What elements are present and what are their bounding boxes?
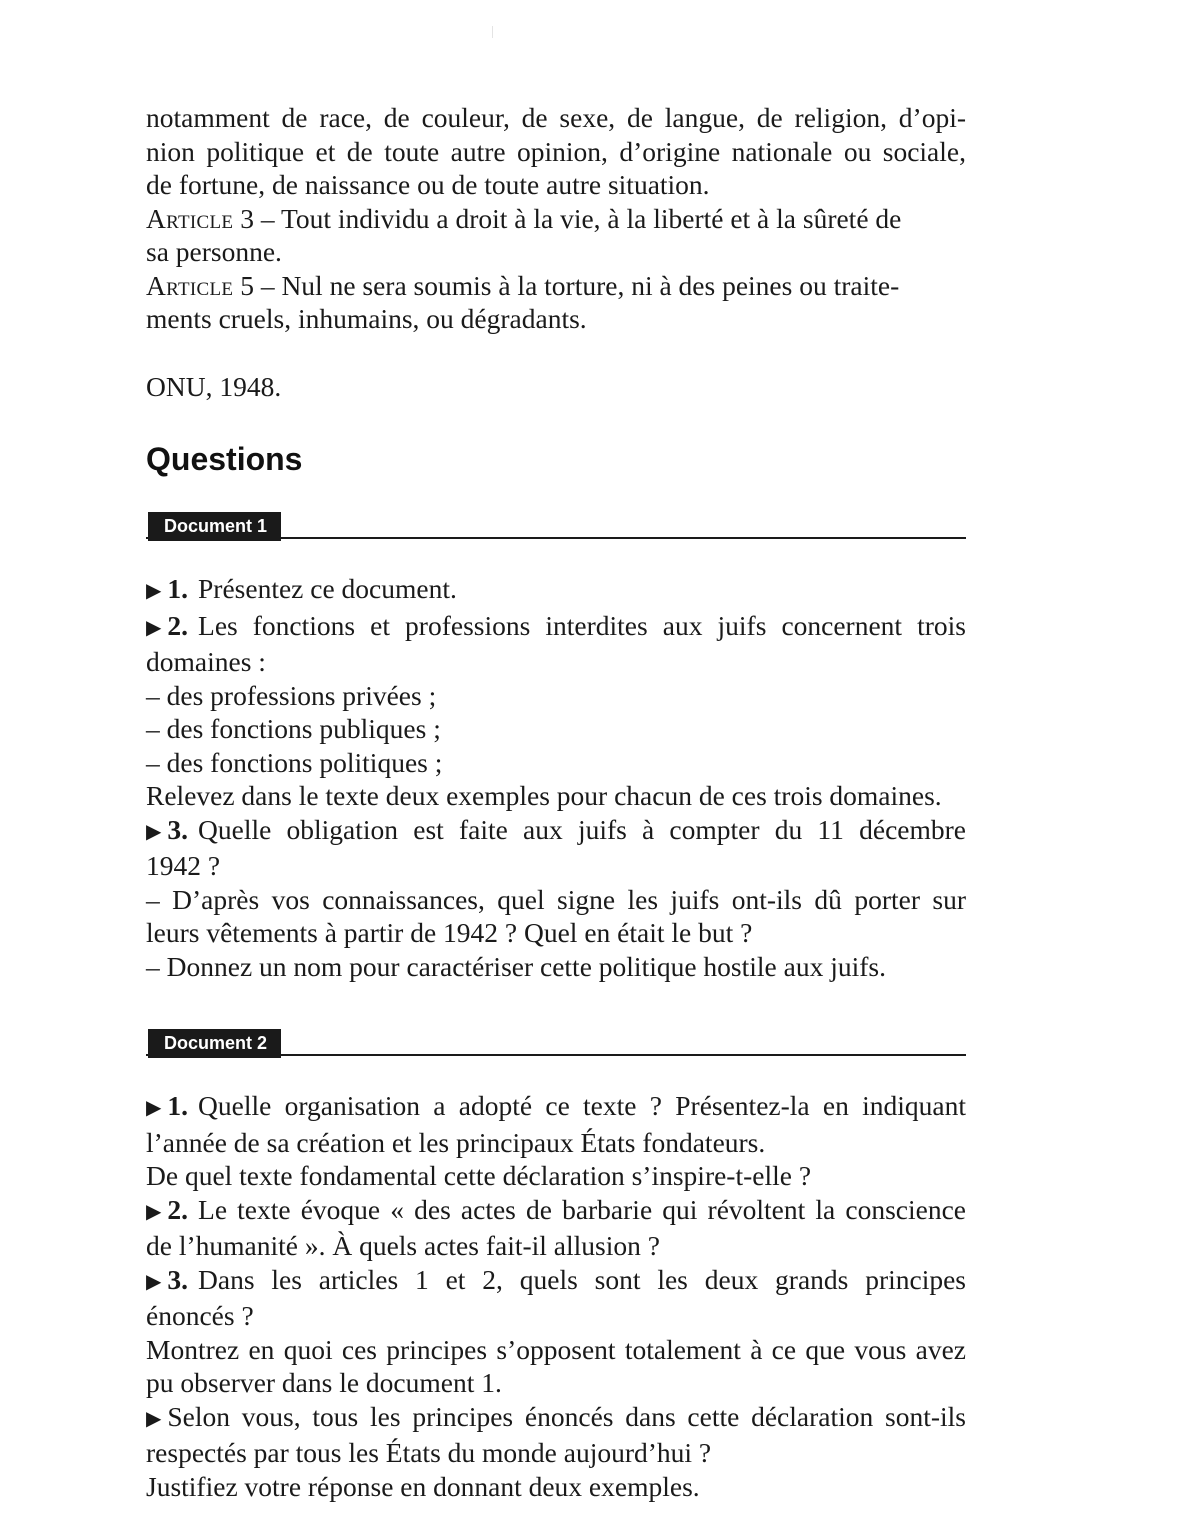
doc2-question-1 [146, 1089, 966, 1193]
sub-question: – Donnez un nom pour caractériser cette politique hostile aux juifs. [146, 950, 886, 982]
question-number: 3. [167, 1263, 189, 1295]
article-3-continued: sa personne. [146, 236, 282, 267]
question-text: Dans les articles 1 et 2, quels sont les deux grands principes [198, 1263, 966, 1295]
question-text: Quelle organisation a adopté ce texte ? Présentez-la en indiquant [198, 1090, 966, 1121]
excerpt-line: de fortune, de naissance ou de toute autre situation. [146, 169, 710, 200]
article-5-continued: ments cruels, inhumains, ou dégradants. [146, 303, 587, 334]
question-text: De quel texte fondamental cette déclaration s’inspire-t-elle ? [146, 1160, 812, 1191]
question-text: énoncés ? [146, 1300, 254, 1331]
triangle-bullet-icon: ▶ [146, 1200, 162, 1223]
article-text: – Tout individu a droit à la vie, à la liberté et à la sûreté de [253, 202, 902, 234]
question-text: 1942 ? [146, 850, 221, 881]
question-text: Les fonctions et professions interdites aux juifs concernent trois [198, 609, 966, 641]
excerpt-line: nion politique et de toute autre opinion, d’origine nationale ou sociale, [146, 135, 966, 167]
questions-title: Questions [146, 441, 303, 477]
document-1-header [146, 510, 966, 544]
declaration-excerpt [146, 101, 966, 403]
list-item: – des fonctions publiques ; [146, 713, 441, 744]
question-text: Selon vous, tous les principes énoncés dans cette déclaration sont-ils [167, 1400, 966, 1432]
question-text: l’année de sa création et les principaux États fondateurs. [146, 1126, 766, 1158]
list-item: – des professions privées ; [146, 679, 437, 711]
triangle-bullet-icon: ▶ [146, 580, 162, 602]
article-5 [146, 269, 966, 303]
document-1-badge: Document 1 [148, 512, 281, 541]
page-crop-mark [492, 26, 493, 38]
question-text: domaines : [146, 646, 266, 677]
document-2-badge: Document 2 [148, 1029, 281, 1058]
question-number: 1. [167, 573, 189, 604]
question-number: 2. [167, 1193, 189, 1225]
list-item: – des fonctions politiques ; [146, 746, 443, 778]
article-label: Article [146, 269, 234, 301]
article-number: 3 [240, 202, 254, 234]
article-number: 5 [240, 269, 254, 301]
doc2-question-2 [146, 1193, 966, 1263]
doc1-question-2 [146, 609, 966, 813]
question-number: 3. [167, 813, 189, 845]
article-label: Article [146, 202, 234, 234]
sub-question: leurs vêtements à partir de 1942 ? Quel en était le but ? [146, 917, 753, 948]
question-instruction: Relevez dans le texte deux exemples pour chacun de ces trois domaines. [146, 780, 942, 811]
question-text: Justifiez votre réponse en donnant deux exemples. [146, 1470, 700, 1502]
doc2-question-4 [146, 1400, 966, 1504]
excerpt-line: notamment de race, de couleur, de sexe, de langue, de religion, d’opi- [146, 102, 966, 133]
question-text: pu observer dans le document 1. [146, 1367, 502, 1398]
question-text: Montrez en quoi ces principes s’opposent totalement à ce que vous avez [146, 1333, 966, 1365]
triangle-bullet-icon: ▶ [146, 616, 162, 639]
triangle-bullet-icon: ▶ [146, 1407, 162, 1430]
article-3 [146, 202, 966, 236]
doc1-question-3 [146, 813, 966, 984]
question-number: 2. [167, 609, 189, 641]
source-citation: ONU, 1948. [146, 370, 282, 402]
article-text: – Nul ne sera soumis à la torture, ni à des peines ou traite- [253, 269, 900, 301]
document-2-header [146, 1027, 966, 1061]
sub-question: – D’après vos connaissances, quel signe les juifs ont-ils dû porter sur [146, 883, 966, 915]
question-text: Présentez ce document. [198, 573, 457, 604]
triangle-bullet-icon: ▶ [146, 820, 162, 843]
doc1-question-1 [146, 572, 966, 609]
question-text: Le texte évoque « des actes de barbarie qui révoltent la conscience [198, 1193, 966, 1225]
question-number: 1. [167, 1090, 189, 1121]
question-text: de l’humanité ». À quels actes fait-il allusion ? [146, 1230, 660, 1261]
document-page [146, 101, 966, 1503]
doc2-question-3 [146, 1263, 966, 1400]
triangle-bullet-icon: ▶ [146, 1270, 162, 1293]
question-text: respectés par tous les États du monde aujourd’hui ? [146, 1437, 712, 1468]
triangle-bullet-icon: ▶ [146, 1097, 162, 1119]
question-text: Quelle obligation est faite aux juifs à compter du 11 décembre [198, 813, 966, 845]
